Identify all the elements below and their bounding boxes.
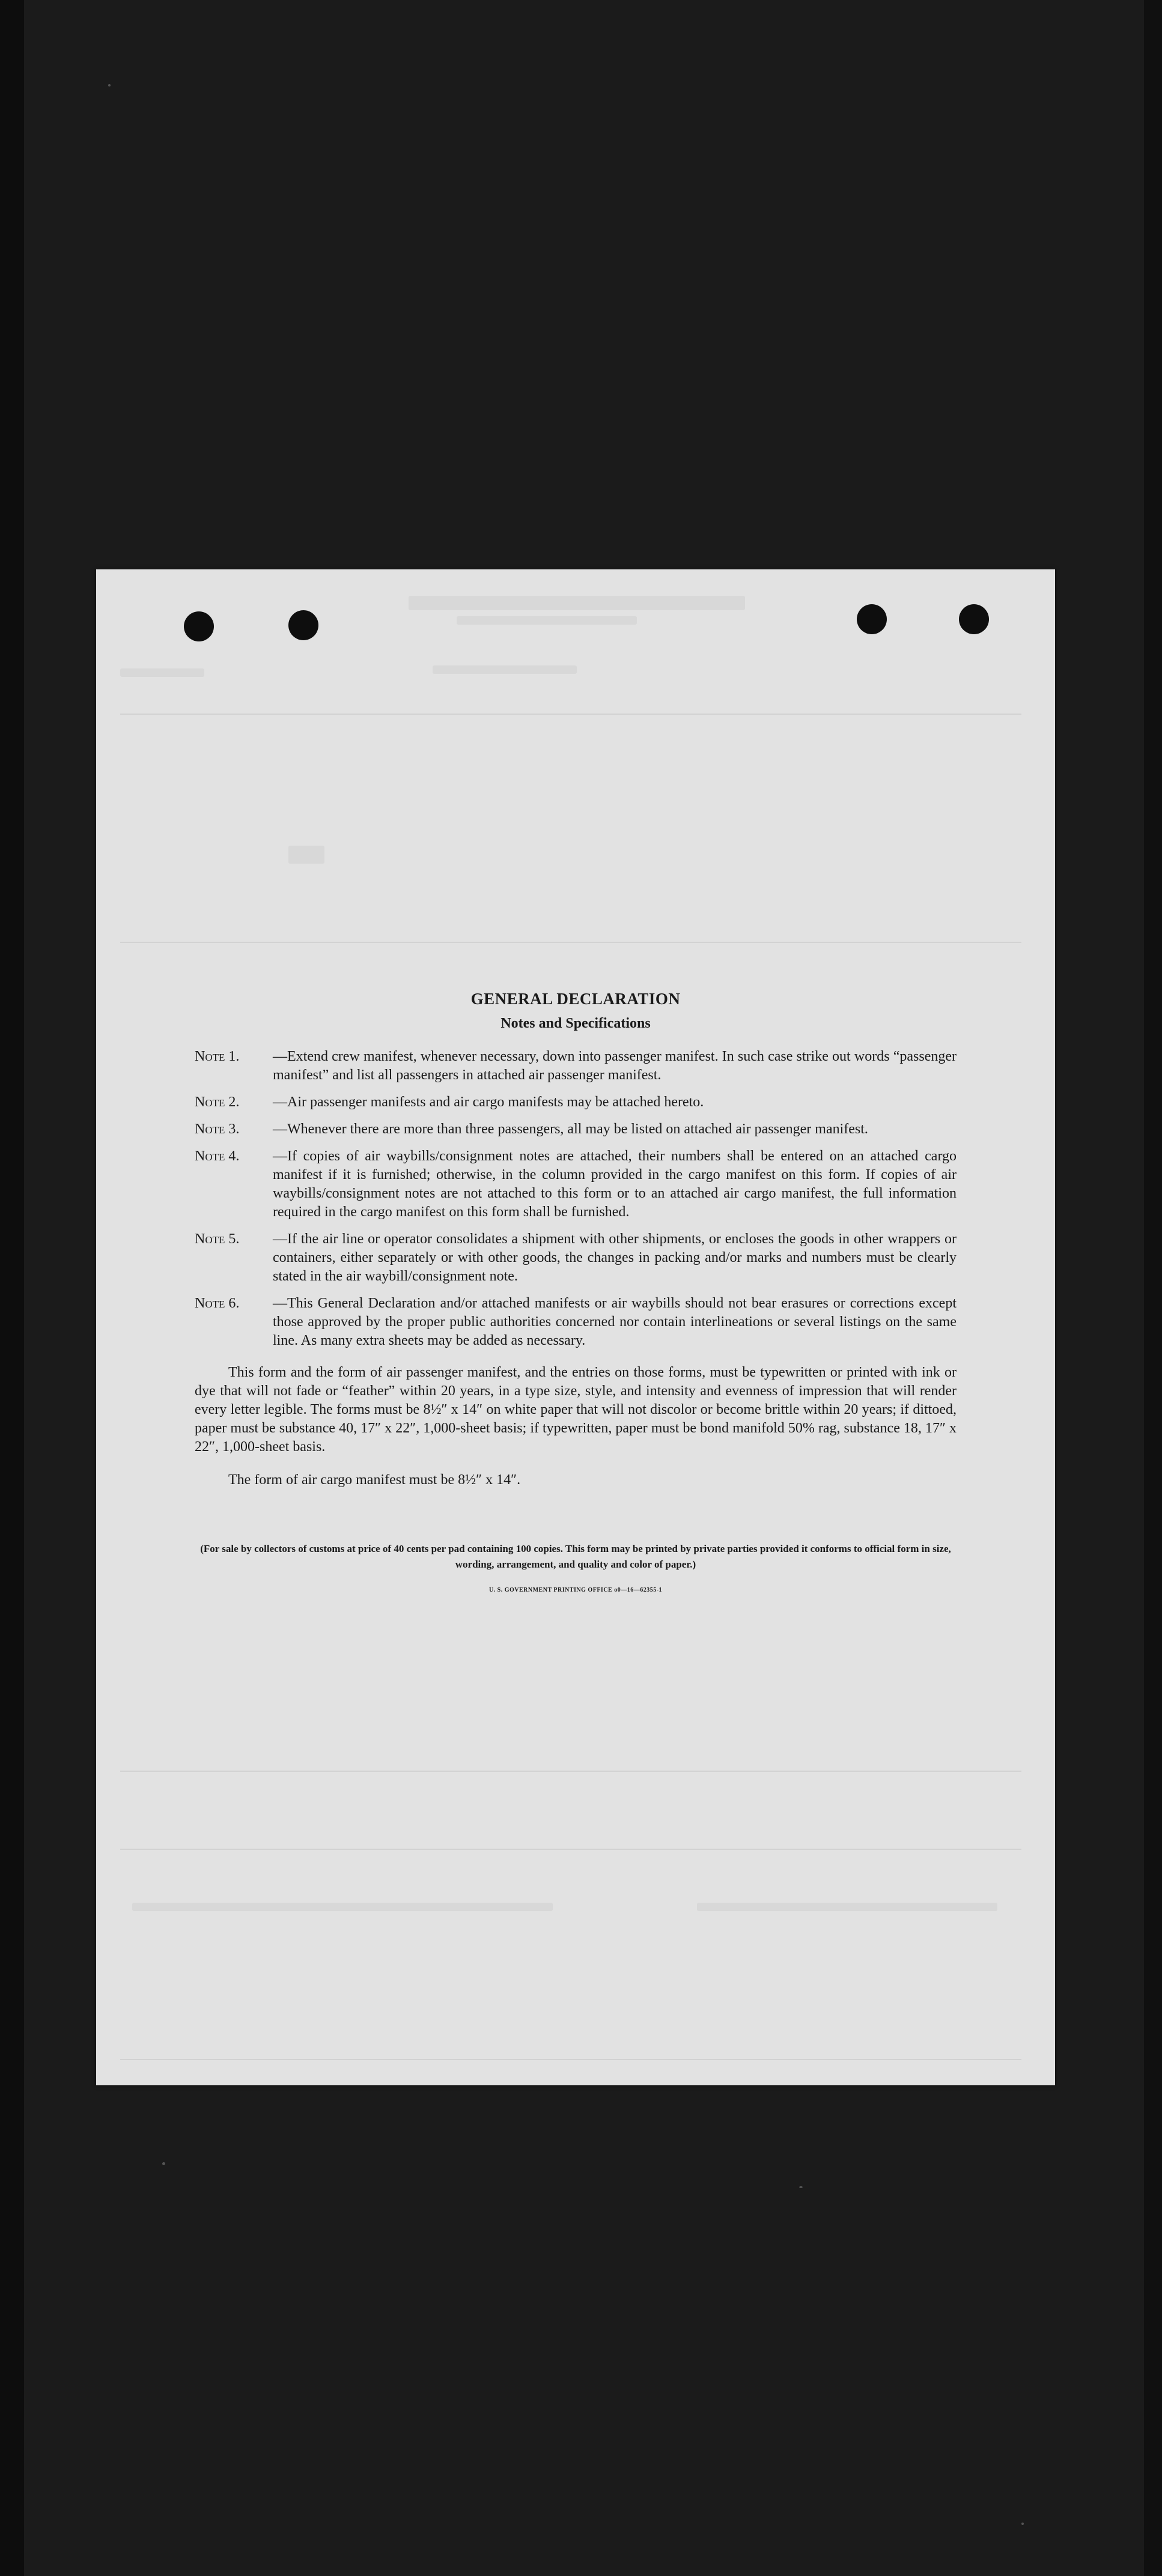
note-text: —Whenever there are more than three passengers, all may be listed on attached air passenger manifest.: [273, 1121, 868, 1137]
scan-border-right: [1144, 0, 1162, 2576]
punch-hole: [184, 611, 214, 641]
punch-hole: [857, 604, 887, 634]
note-label: Note 4.: [195, 1148, 240, 1164]
specification-paragraph: This form and the form of air passenger manifest, and the entries on those forms, must be typewritten or printed with ink or dye that will not fade or “feather” within 20 years, in a type size, style, and intensity and evenness of impression that will render every letter legible. The forms must be 8½″ x 14″ on white paper that will not discolor or become brittle within 20 years; if dittoed, paper must be substance 40, 17″ x 22″, 1,000-sheet basis; if typewritten, paper must be bond manifold 50% rag, substance 18, 17″ x 22″, 1,000-sheet basis.: [195, 1365, 957, 1455]
sale-notice: (For sale by collectors of customs at price of 40 cents per pad containing 100 copies. This form may be printed by private parties provided it conforms to official form in size, wording, arrangement, and quality and color of paper.): [200, 1543, 951, 1570]
bleed-through-mark: [132, 1903, 553, 1911]
declaration-notes: [195, 990, 957, 1593]
bleed-through-line: [120, 1849, 1021, 1850]
scan-border-left: [0, 0, 24, 2576]
note-label: Note 6.: [195, 1296, 240, 1311]
note-label: Note 2.: [195, 1094, 240, 1110]
note-item: [195, 1147, 957, 1222]
document-subtitle: Notes and Specifications: [500, 1016, 651, 1031]
note-item: [195, 1230, 957, 1286]
note-item: [195, 1120, 957, 1139]
punch-hole: [959, 604, 989, 634]
dust-speck: [799, 2186, 803, 2188]
bleed-through-line: [120, 942, 1021, 943]
dust-speck: [108, 84, 111, 86]
bleed-through-mark: [433, 665, 577, 674]
bleed-through-mark: [288, 846, 324, 864]
note-text: —If copies of air waybills/consignment notes are attached, their numbers shall be entered on an attached cargo manifest if it is furnished; otherwise, in the column provided in the cargo manifest on this form. If copies of air waybills/consignment notes are not attached to this form or to an attached air cargo manifest, the full information required in the cargo manifest on this form shall be furnished.: [273, 1148, 957, 1220]
note-text: —Extend crew manifest, whenever necessary, down into passenger manifest. In such case strike out words “passenger manifest” and list all passengers in attached air passenger manifest.: [273, 1049, 957, 1083]
document-page: [96, 569, 1055, 2085]
bleed-through-line: [120, 2059, 1021, 2060]
bleed-through-line: [120, 1771, 1021, 1772]
note-text: —If the air line or operator consolidates a shipment with other shipments, or encloses the goods in other wrappers or containers, either separately or with other goods, the changes in packing and/or marks and numbers must be clearly stated in the air waybill/consignment note.: [273, 1231, 957, 1284]
note-item: [195, 1294, 957, 1350]
note-item: [195, 1093, 957, 1112]
note-text: —Air passenger manifests and air cargo manifests may be attached hereto.: [273, 1094, 704, 1110]
note-label: Note 5.: [195, 1231, 240, 1247]
dust-speck: [1021, 2523, 1024, 2525]
punch-hole: [288, 610, 318, 640]
bleed-through-line: [120, 714, 1021, 715]
note-text: —This General Declaration and/or attached manifests or air waybills should not bear erasures or corrections except those approved by the proper public authorities concerned nor contain interlineations or several listings on the same line. As many extra sheets may be added as necessary.: [273, 1296, 957, 1348]
document-title: GENERAL DECLARATION: [470, 990, 681, 1008]
bleed-through-mark: [457, 616, 637, 625]
note-label: Note 1.: [195, 1049, 240, 1064]
note-label: Note 3.: [195, 1121, 240, 1137]
bleed-through-mark: [697, 1903, 997, 1911]
dust-speck: [162, 2162, 165, 2165]
bleed-through-mark: [120, 668, 204, 677]
bleed-through-mark: [409, 596, 745, 610]
cargo-manifest-size-line: The form of air cargo manifest must be 8½″ x 14″.: [228, 1472, 521, 1488]
printing-office-imprint: U. S. GOVERNMENT PRINTING OFFICE o0—16—62355-1: [488, 1587, 663, 1593]
note-item: [195, 1047, 957, 1085]
